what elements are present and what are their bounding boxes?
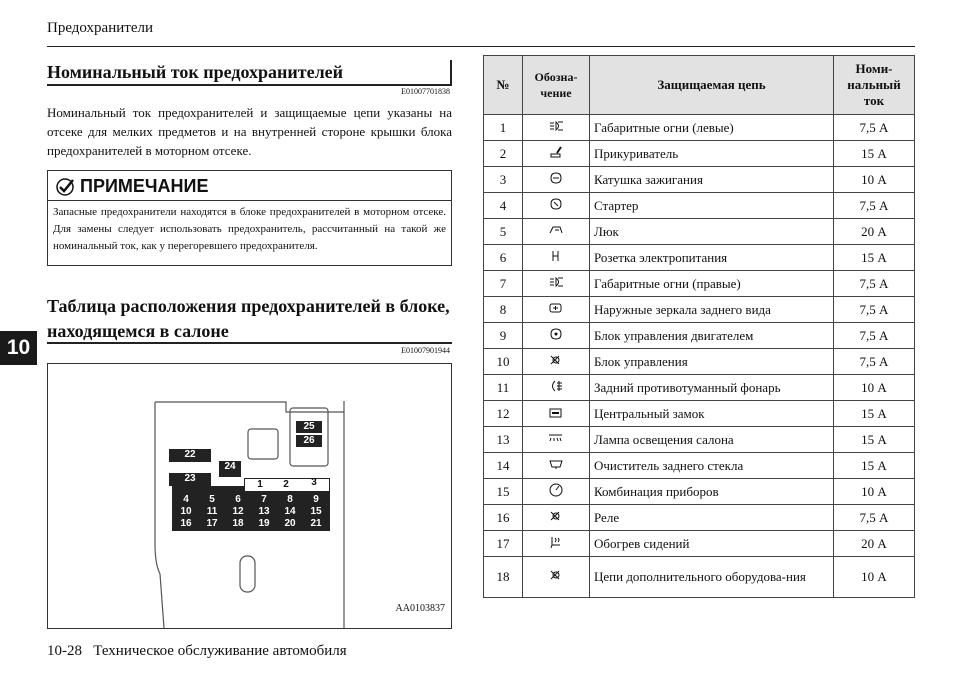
table-row: [484, 531, 915, 557]
row-current: 15 А: [834, 427, 915, 453]
fuse-18: 18: [227, 518, 249, 529]
fuse-12: 12: [227, 506, 249, 517]
sunroof-icon: [547, 222, 565, 238]
table-row: [484, 323, 915, 349]
heading-underline: [47, 342, 452, 344]
row-current: 7,5 А: [834, 323, 915, 349]
fuse-7: 7: [253, 494, 275, 505]
heading-underline: [47, 84, 452, 86]
row-circuit: Реле: [590, 505, 834, 531]
page-number: 10-28: [47, 643, 82, 659]
note-header: [56, 176, 208, 197]
table-row: [484, 557, 915, 598]
header-divider: [47, 46, 915, 47]
check-note-icon: [56, 178, 76, 196]
row-symbol: [523, 297, 590, 323]
row-current: 7,5 А: [834, 271, 915, 297]
row-symbol: [523, 115, 590, 141]
parking-lights-icon: [547, 118, 565, 134]
fuse-23: 23: [169, 473, 211, 486]
row-current: 15 А: [834, 453, 915, 479]
row-num: 7: [484, 271, 523, 297]
fuse-10: 10: [175, 506, 197, 517]
row-current: 7,5 А: [834, 297, 915, 323]
power-socket-icon: [547, 248, 565, 264]
chapter-tab[interactable]: 10: [0, 331, 37, 365]
row-circuit: Розетка электропитания: [590, 245, 834, 271]
ignition-coil-icon: [547, 170, 565, 186]
row-circuit: Габаритные огни (левые): [590, 115, 834, 141]
relay-icon: [547, 508, 565, 524]
row-circuit: Комбинация приборов: [590, 479, 834, 505]
row-num: 17: [484, 531, 523, 557]
row-circuit: Очиститель заднего стекла: [590, 453, 834, 479]
fuse-11: 11: [201, 506, 223, 517]
table-row: [484, 297, 915, 323]
seat-heater-icon: [547, 534, 565, 550]
row-symbol: [523, 453, 590, 479]
table-row: [484, 245, 915, 271]
section-code: E01007901944: [401, 346, 450, 355]
fuse-9: 9: [305, 494, 327, 505]
row-num: 9: [484, 323, 523, 349]
row-num: 11: [484, 375, 523, 401]
accessory-icon: [547, 567, 565, 583]
row-num: 16: [484, 505, 523, 531]
instrument-cluster-icon: [547, 482, 565, 498]
fuse-8: 8: [279, 494, 301, 505]
fuse-rating-table: [483, 55, 915, 598]
table-row: [484, 115, 915, 141]
row-symbol: [523, 193, 590, 219]
row-num: 8: [484, 297, 523, 323]
row-current: 15 А: [834, 141, 915, 167]
fuse-15: 15: [305, 506, 327, 517]
row-num: 4: [484, 193, 523, 219]
row-num: 14: [484, 453, 523, 479]
fuse-17: 17: [201, 518, 223, 529]
fuse-box-diagram: [47, 363, 452, 629]
cigarette-lighter-icon: [547, 144, 565, 160]
row-circuit: Блок управления: [590, 349, 834, 375]
fuse-22: 22: [169, 449, 211, 462]
note-text: Запасные предохранители находятся в блоке предохранителей в моторном отсеке. Для замены следует использовать предохранитель, рассчитанный на такой же номинальный ток, как у перегоревшего предохранителя.: [53, 206, 446, 252]
row-symbol: [523, 375, 590, 401]
row-circuit: Наружные зеркала заднего вида: [590, 297, 834, 323]
row-symbol: [523, 141, 590, 167]
table-row: [484, 193, 915, 219]
rear-wiper-icon: [547, 456, 565, 472]
row-symbol: [523, 401, 590, 427]
interior-lamp-icon: [547, 430, 565, 446]
col-num: №: [484, 56, 523, 115]
row-circuit: Центральный замок: [590, 401, 834, 427]
row-symbol: [523, 219, 590, 245]
mirror-icon: [547, 300, 565, 316]
fuse-14: 14: [279, 506, 301, 517]
table-row: [484, 141, 915, 167]
fuse-20: 20: [279, 518, 301, 529]
table-row: [484, 349, 915, 375]
row-current: 20 А: [834, 531, 915, 557]
page-footer: [47, 643, 347, 660]
row-circuit: Блок управления двигателем: [590, 323, 834, 349]
page-header-title: Предохранители: [47, 20, 153, 36]
row-current: 10 А: [834, 375, 915, 401]
door-lock-icon: [547, 404, 565, 420]
fuse-5: 5: [201, 494, 223, 505]
row-num: 2: [484, 141, 523, 167]
row-num: 3: [484, 167, 523, 193]
section-heading-fuse-layout: Таблица расположения предохранителей в блоке, находящемся в салоне: [47, 296, 450, 341]
row-current: 7,5 А: [834, 349, 915, 375]
col-current: Номи-нальный ток: [834, 56, 915, 115]
fuse-13: 13: [253, 506, 275, 517]
table-row: [484, 479, 915, 505]
row-num: 10: [484, 349, 523, 375]
row-circuit: Катушка зажигания: [590, 167, 834, 193]
fuse-24: 24: [219, 461, 241, 477]
fuse-26: 26: [296, 435, 322, 447]
table-row: [484, 271, 915, 297]
table-row: [484, 219, 915, 245]
col-circuit: Защищаемая цепь: [590, 56, 834, 115]
fuse-box-outline: [48, 364, 451, 628]
row-symbol: [523, 323, 590, 349]
row-symbol: [523, 245, 590, 271]
fuse-4: 4: [175, 494, 197, 505]
note-box: [47, 170, 452, 266]
row-current: 20 А: [834, 219, 915, 245]
fuse-25: 25: [296, 421, 322, 433]
fuse-21: 21: [305, 518, 327, 529]
row-symbol: [523, 167, 590, 193]
engine-control-icon: [547, 326, 565, 342]
parking-lights-icon: [547, 274, 565, 290]
fuse-6: 6: [227, 494, 249, 505]
row-num: 18: [484, 557, 523, 598]
row-circuit: Прикуриватель: [590, 141, 834, 167]
note-title: ПРИМЕЧАНИЕ: [80, 176, 209, 196]
footer-text: Техническое обслуживание автомобиля: [93, 643, 347, 659]
row-current: 10 А: [834, 557, 915, 598]
row-circuit: Обогрев сидений: [590, 531, 834, 557]
row-num: 12: [484, 401, 523, 427]
row-num: 6: [484, 245, 523, 271]
row-current: 15 А: [834, 245, 915, 271]
table-row: [484, 427, 915, 453]
row-current: 7,5 А: [834, 115, 915, 141]
body-paragraph: Номинальный ток предохранителей и защищаемые цепи указаны на отсеке для мелких предметов и на внутренней стороне крышки блока предохранителей в моторном отсеке.: [47, 105, 452, 158]
section-heading-fuse-rating: Номинальный ток предохранителей: [47, 62, 344, 82]
row-current: 7,5 А: [834, 505, 915, 531]
row-symbol: [523, 349, 590, 375]
row-current: 15 А: [834, 401, 915, 427]
figure-code: AA0103837: [395, 603, 445, 614]
row-num: 5: [484, 219, 523, 245]
note-divider: [48, 200, 451, 201]
table-row: [484, 401, 915, 427]
heading-rule-end: [450, 60, 452, 86]
table-row: [484, 167, 915, 193]
section-code: E01007701838: [401, 87, 450, 96]
row-current: 10 А: [834, 479, 915, 505]
fuse-2: 2: [283, 479, 289, 490]
row-symbol: [523, 271, 590, 297]
row-symbol: [523, 531, 590, 557]
row-num: 13: [484, 427, 523, 453]
row-circuit: Габаритные огни (правые): [590, 271, 834, 297]
fuse-3: 3: [311, 477, 317, 488]
row-symbol: [523, 427, 590, 453]
control-unit-icon: [547, 352, 565, 368]
row-circuit: Цепи дополнительного оборудова-ния: [590, 557, 834, 598]
row-current: 7,5 А: [834, 193, 915, 219]
row-circuit: Стартер: [590, 193, 834, 219]
table-header-row: [484, 56, 915, 115]
row-symbol: [523, 505, 590, 531]
row-circuit: Люк: [590, 219, 834, 245]
row-circuit: Задний противотуманный фонарь: [590, 375, 834, 401]
table-row: [484, 453, 915, 479]
row-num: 15: [484, 479, 523, 505]
starter-icon: [547, 196, 565, 212]
table-row: [484, 505, 915, 531]
fuse-1: 1: [257, 479, 263, 490]
rear-fog-light-icon: [547, 378, 565, 394]
col-symbol: Обозна-чение: [523, 56, 590, 115]
row-symbol: [523, 557, 590, 598]
row-symbol: [523, 479, 590, 505]
row-current: 10 А: [834, 167, 915, 193]
fuse-16: 16: [175, 518, 197, 529]
row-circuit: Лампа освещения салона: [590, 427, 834, 453]
table-row: [484, 375, 915, 401]
row-num: 1: [484, 115, 523, 141]
fuse-19: 19: [253, 518, 275, 529]
